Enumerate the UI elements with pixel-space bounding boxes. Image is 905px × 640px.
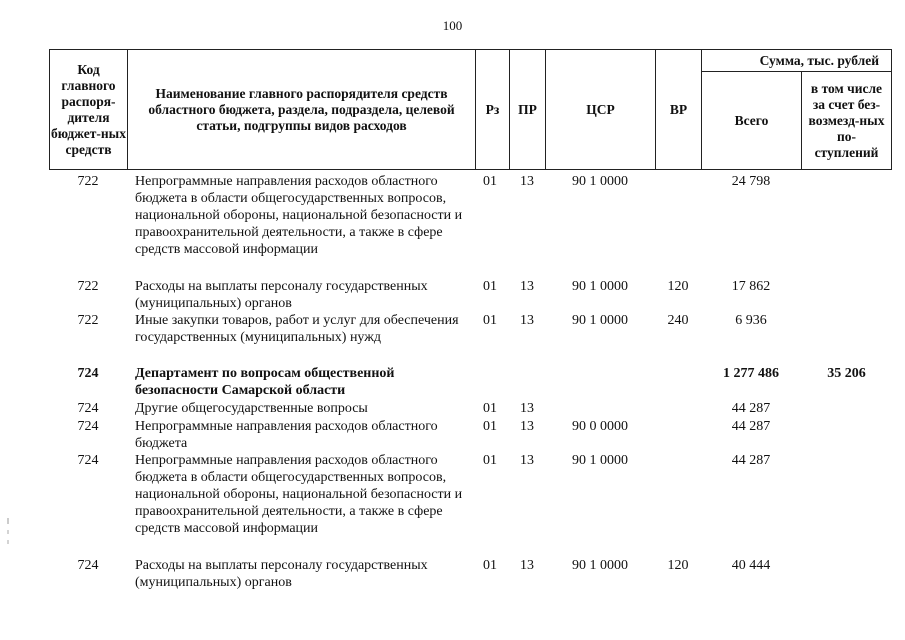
cell-name: Расходы на выплаты персоналу государственных (муниципальных) органов bbox=[135, 558, 428, 590]
cell-pr: 13 bbox=[520, 313, 534, 328]
cell-name: Непрограммные направления расходов областного бюджета в области общегосударственных вопросов, национальной обороны, национальной безопасности и правоохранительной деятельности, а также в сфере средств массовой информации bbox=[135, 453, 463, 536]
cell-total: 1 277 486 bbox=[723, 366, 779, 381]
cell-vr: 240 bbox=[667, 313, 689, 328]
cell-code: 722 bbox=[77, 279, 99, 294]
cell-csr: 90 0 0000 bbox=[572, 419, 628, 434]
cell-code: 724 bbox=[77, 366, 99, 381]
cell-code: 724 bbox=[77, 401, 99, 416]
cell-rz: 01 bbox=[483, 453, 497, 468]
table-header bbox=[49, 49, 892, 170]
header-extra: в том числе за счет без-возмезд-ных по-ступлений bbox=[808, 80, 885, 160]
cell-total: 44 287 bbox=[731, 401, 771, 416]
header-code: Код главного распоря-дителя бюджет-ных средств bbox=[50, 50, 128, 169]
cell-csr: 90 1 0000 bbox=[572, 174, 628, 189]
cell-code: 724 bbox=[77, 453, 99, 468]
cell-total: 44 287 bbox=[731, 453, 771, 468]
cell-csr: 90 1 0000 bbox=[572, 453, 628, 468]
cell-total: 6 936 bbox=[735, 313, 767, 328]
header-name: Наименование главного распорядителя средств областного бюджета, раздела, подраздела, целевой статьи, подгруппы видов расходов bbox=[128, 50, 476, 169]
cell-pr: 13 bbox=[520, 558, 534, 573]
header-total: Всего bbox=[702, 72, 802, 169]
header-vr: ВР bbox=[656, 50, 702, 169]
cell-code: 724 bbox=[77, 419, 99, 434]
cell-name: Расходы на выплаты персоналу государственных (муниципальных) органов bbox=[135, 279, 428, 311]
cell-extra: 35 206 bbox=[827, 366, 866, 381]
cell-rz: 01 bbox=[483, 419, 497, 434]
cell-total: 17 862 bbox=[731, 279, 771, 294]
cell-name: Департамент по вопросам общественной безопасности Самарской области bbox=[135, 366, 395, 398]
cell-csr: 90 1 0000 bbox=[572, 313, 628, 328]
cell-pr: 13 bbox=[520, 174, 534, 189]
cell-name: Другие общегосударственные вопросы bbox=[135, 401, 368, 416]
cell-rz: 01 bbox=[483, 401, 497, 416]
cell-pr: 13 bbox=[520, 419, 534, 434]
cell-pr: 13 bbox=[520, 279, 534, 294]
cell-name: Непрограммные направления расходов областного бюджета в области общегосударственных вопросов, национальной обороны, национальной безопасности и правоохранительной деятельности, а также в сфере средств массовой информации bbox=[135, 174, 463, 257]
cell-total: 40 444 bbox=[731, 558, 771, 573]
cell-rz: 01 bbox=[483, 174, 497, 189]
cell-pr: 13 bbox=[520, 401, 534, 416]
header-csr: ЦСР bbox=[546, 50, 656, 169]
cell-vr: 120 bbox=[667, 279, 689, 294]
cell-name: Иные закупки товаров, работ и услуг для обеспечения государственных (муниципальных) нужд bbox=[135, 313, 459, 345]
cell-rz: 01 bbox=[483, 558, 497, 573]
cell-pr: 13 bbox=[520, 453, 534, 468]
cell-total: 44 287 bbox=[731, 419, 771, 434]
cell-csr: 90 1 0000 bbox=[572, 558, 628, 573]
cell-rz: 01 bbox=[483, 313, 497, 328]
cell-code: 722 bbox=[77, 313, 99, 328]
cell-code: 722 bbox=[77, 174, 99, 189]
page-number: 100 bbox=[442, 18, 463, 33]
header-sum: Сумма, тыс. рублей bbox=[702, 50, 891, 72]
header-sum-group bbox=[702, 50, 891, 169]
header-pr: ПР bbox=[510, 50, 546, 169]
scan-artifact bbox=[6, 518, 10, 548]
cell-csr: 90 1 0000 bbox=[572, 279, 628, 294]
budget-table bbox=[49, 49, 892, 590]
header-rz: Рз bbox=[476, 50, 510, 169]
cell-total: 24 798 bbox=[731, 174, 771, 189]
cell-vr: 120 bbox=[667, 558, 689, 573]
cell-code: 724 bbox=[77, 558, 99, 573]
cell-name: Непрограммные направления расходов областного бюджета bbox=[135, 419, 438, 451]
cell-rz: 01 bbox=[483, 279, 497, 294]
